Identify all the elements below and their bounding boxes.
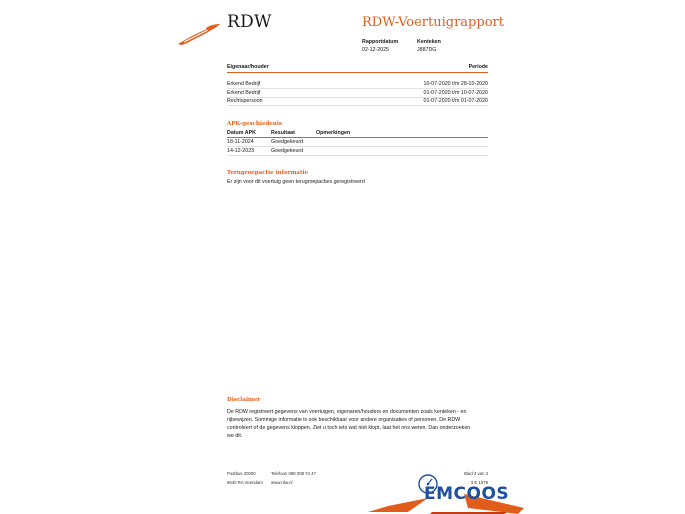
footer-phone: Telefoon 088 008 74 47 — [271, 471, 316, 476]
footer-postbus: Postbus 30000 — [227, 471, 256, 476]
disclaimer-line: De RDW registreert gegevens van voertuigen, eigenaren/houders en documenten zoals kenteken - en — [227, 409, 467, 415]
apk-date-header: Datum APK — [227, 130, 256, 136]
emcoos-watermark-text: EMCOOS — [424, 484, 510, 504]
footer-doc-code: 3 E 1079 — [470, 480, 488, 485]
license-plate-label: Kenteken — [417, 39, 441, 45]
apk-row-1-result: Goedgekeurd — [271, 139, 304, 145]
footer-city: 9640 RA Veendam — [227, 480, 263, 485]
rdw-logo-text: RDW — [227, 12, 272, 32]
recall-section-title: Terugroepactie informatie — [227, 170, 309, 176]
period-column-header: Periode — [468, 64, 488, 70]
disclaimer-line: controleert of de gegevens kloppen. Ziet u toch iets wat niet klopt, laat het ons weten. Dan onderzoeken — [227, 425, 471, 431]
apk-remarks-header: Opmerkingen — [316, 130, 351, 136]
owner-row-3-owner: Rechtspersoon — [227, 98, 263, 104]
apk-row-2-result: Goedgekeurd — [271, 148, 304, 154]
apk-section-title: APK-geschiedenis — [227, 121, 282, 127]
owner-row-2-owner: Erkend Bedrijf — [227, 90, 261, 96]
owner-row-1-owner: Erkend Bedrijf — [227, 81, 261, 87]
footer-website: www.rdw.nl — [271, 480, 293, 485]
disclaimer-line: rijbewijzen. Sommige informatie is ook beschikbaar voor andere organisaties of personen. De RDW — [227, 417, 461, 423]
report-date-value: 02-12-2025 — [362, 47, 390, 53]
disclaimer-title: Disclaimer — [227, 397, 261, 403]
apk-result-header: Resultaat — [271, 130, 295, 136]
owner-row-2-period: 01-07-2020 t/m 10-07-2020 — [423, 90, 488, 96]
row-divider — [227, 105, 488, 106]
row-divider — [227, 155, 488, 156]
apk-row-2-date: 14-12-2023 — [227, 148, 255, 154]
owners-header-rule — [227, 72, 488, 73]
recall-text: Er zijn voor dit voertuig geen terugroepacties geregistreerd — [227, 179, 365, 185]
row-divider — [227, 88, 488, 89]
row-divider — [227, 146, 488, 147]
owner-row-1-period: 10-07-2020 t/m 28-10-2020 — [423, 81, 488, 87]
apk-header-rule — [227, 137, 488, 138]
report-date-label: Rapportdatum — [362, 39, 399, 45]
owner-column-header: Eigenaar/houder — [227, 64, 269, 70]
owner-row-3-period: 01-07-2020 t/m 01-07-2020 — [423, 98, 488, 104]
report-title: RDW-Voertuigrapport — [362, 15, 504, 30]
apk-row-1-date: 18-11-2024 — [227, 139, 254, 145]
license-plate-value: J887DG — [417, 47, 437, 53]
disclaimer-text — [227, 408, 497, 440]
footer-page-number: Blad 3 van 3 — [464, 471, 488, 476]
disclaimer-line: we dit. — [227, 433, 243, 439]
rdw-logo-icon — [176, 22, 222, 46]
